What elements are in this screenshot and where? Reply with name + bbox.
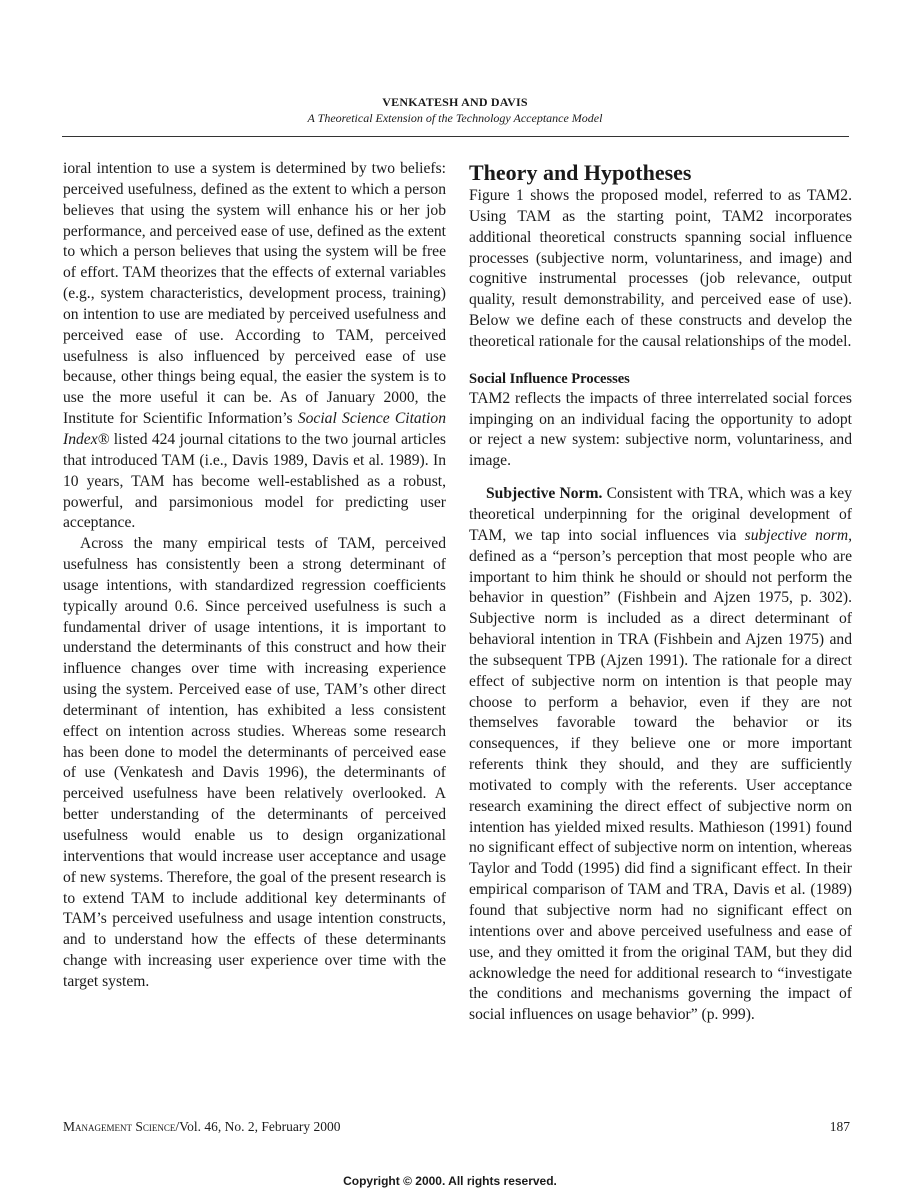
journal-name: Management Science (63, 1119, 176, 1134)
paragraph-text: defined as a “person’s perception that most people who are important to him think he should or should not perform the behavior in question” (Fishbein and Ajzen 1975, p. 302). Subjective norm is included as a direct determinant of behavioral intention in TRA (Fishbein and Ajzen 1975) and the subsequent TPB (Ajzen 1991). The rationale for a direct effect of subjective norm on intention is that people may choose to perform a behavior, even if they are not themselves favorable toward the behavior or its consequences, if they believe one or more important referents think they should, and they are sufficiently motivated to comply with the referents. User acceptance research examining the direct effect of subjective norm on intention has yielded mixed results. Mathieson (1991) found no significant effect of subjective norm on intention, whereas Taylor and Todd (1995) did find a significant effect. In their empirical comparison of TAM and TRA, Davis et al. (1989) found that subjective norm had no significant effect on intentions over and above perceived usefulness and ease of use, and they omitted it from the original TAM, but they did acknowledge the need for additional research to “investigate the conditions and mechanisms governing the impact of social influences on usage behavior” (p. 999). (469, 547, 852, 1024)
left-column (63, 159, 446, 993)
right-column (469, 160, 852, 1026)
paragraph: TAM2 reflects the impacts of three interrelated social forces impinging on an individual facing the opportunity to adopt or reject a new system: subjective norm, voluntariness, and image. (469, 389, 852, 470)
running-header (60, 94, 850, 127)
paragraph: Across the many empirical tests of TAM, perceived usefulness has consistently been a strong determinant of usage intentions, with standardized regression coefficients typically around 0.6. Since perceived usefulness is such a fundamental driver of usage intentions, it is important to understand the determinants of this construct and how their influence changes over time with increasing experience using the system. Perceived ease of use, TAM’s other direct determinant of intention, has exhibited a less consistent effect on intention across studies. Whereas some research has been done to model the determinants of perceived ease of use (Venkatesh and Davis 1996), the determinants of perceived usefulness have been relatively overlooked. A better understanding of the determinants of perceived usefulness would enable us to design organizational interventions that would increase user acceptance and usage of new systems. Therefore, the goal of the present research is to extend TAM to include additional key determinants of TAM’s perceived usefulness and usage intention constructs, and to understand how the effects of these determinants change with increasing user experience over time with the target system. (63, 535, 446, 990)
run-in-heading: Subjective Norm. (486, 485, 603, 503)
italic-citation-index: Social Science Citation Index® (63, 410, 446, 448)
paragraph: Figure 1 shows the proposed model, referred to as TAM2. Using TAM as the starting point, TAM2 incorporates additional theoretical constructs spanning social influence processes (subjective norm, voluntariness, and image) and cognitive instrumental processes (job relevance, output quality, result demonstrability, and perceived ease of use). Below we define each of these constructs and develop the theoretical rationale for the causal relationships of the model. (469, 187, 852, 350)
subsection-title: Social Influence Processes (469, 370, 630, 387)
paragraph (63, 159, 446, 534)
section-title: Theory and Hypotheses (469, 160, 692, 185)
header-rule (62, 136, 849, 137)
spacer (469, 353, 852, 369)
paragraph-text: Consistent with TRA, which was a key theoretical underpinning for the original development of TAM, we tap into social influences via (469, 485, 852, 544)
journal-issue: /Vol. 46, No. 2, February 2000 (175, 1119, 341, 1134)
paragraph-text: listed 424 journal citations to the two journal articles that introduced TAM (i.e., Davis 1989, Davis et al. 1989). In 10 years, TAM has become well-established as a robust, powerful, and parsimonious model for predicting user acceptance. (63, 430, 446, 532)
paragraph-text: ioral intention to use a system is determined by two beliefs: perceived usefulness, defined as the extent to which a person believes that using the system will enhance his or her job performance, and perceived ease of use, defined as the extent to which a person believes that using the system will be free of effort. TAM theorizes that the effects of external variables (e.g., system characteristics, development process, training) on intention to use are mediated by perceived usefulness and perceived ease of use. According to TAM, perceived usefulness is also influenced by perceived ease of use because, other things being equal, the easier the system is to use the more useful it can be. As of January 2000, the Institute for Scientific Information’s (63, 160, 446, 428)
footer-journal (63, 1119, 341, 1135)
header-running-title: A Theoretical Extension of the Technology Acceptance Model (307, 111, 603, 125)
header-authors: VENKATESH AND DAVIS (382, 95, 528, 109)
paragraph (469, 484, 852, 1026)
page-footer (63, 1119, 850, 1135)
copyright-notice: Copyright © 2000. All rights reserved. (343, 1174, 557, 1188)
italic-term: subjective norm, (744, 526, 852, 544)
spacer (469, 472, 852, 484)
page-number: 187 (829, 1119, 850, 1134)
